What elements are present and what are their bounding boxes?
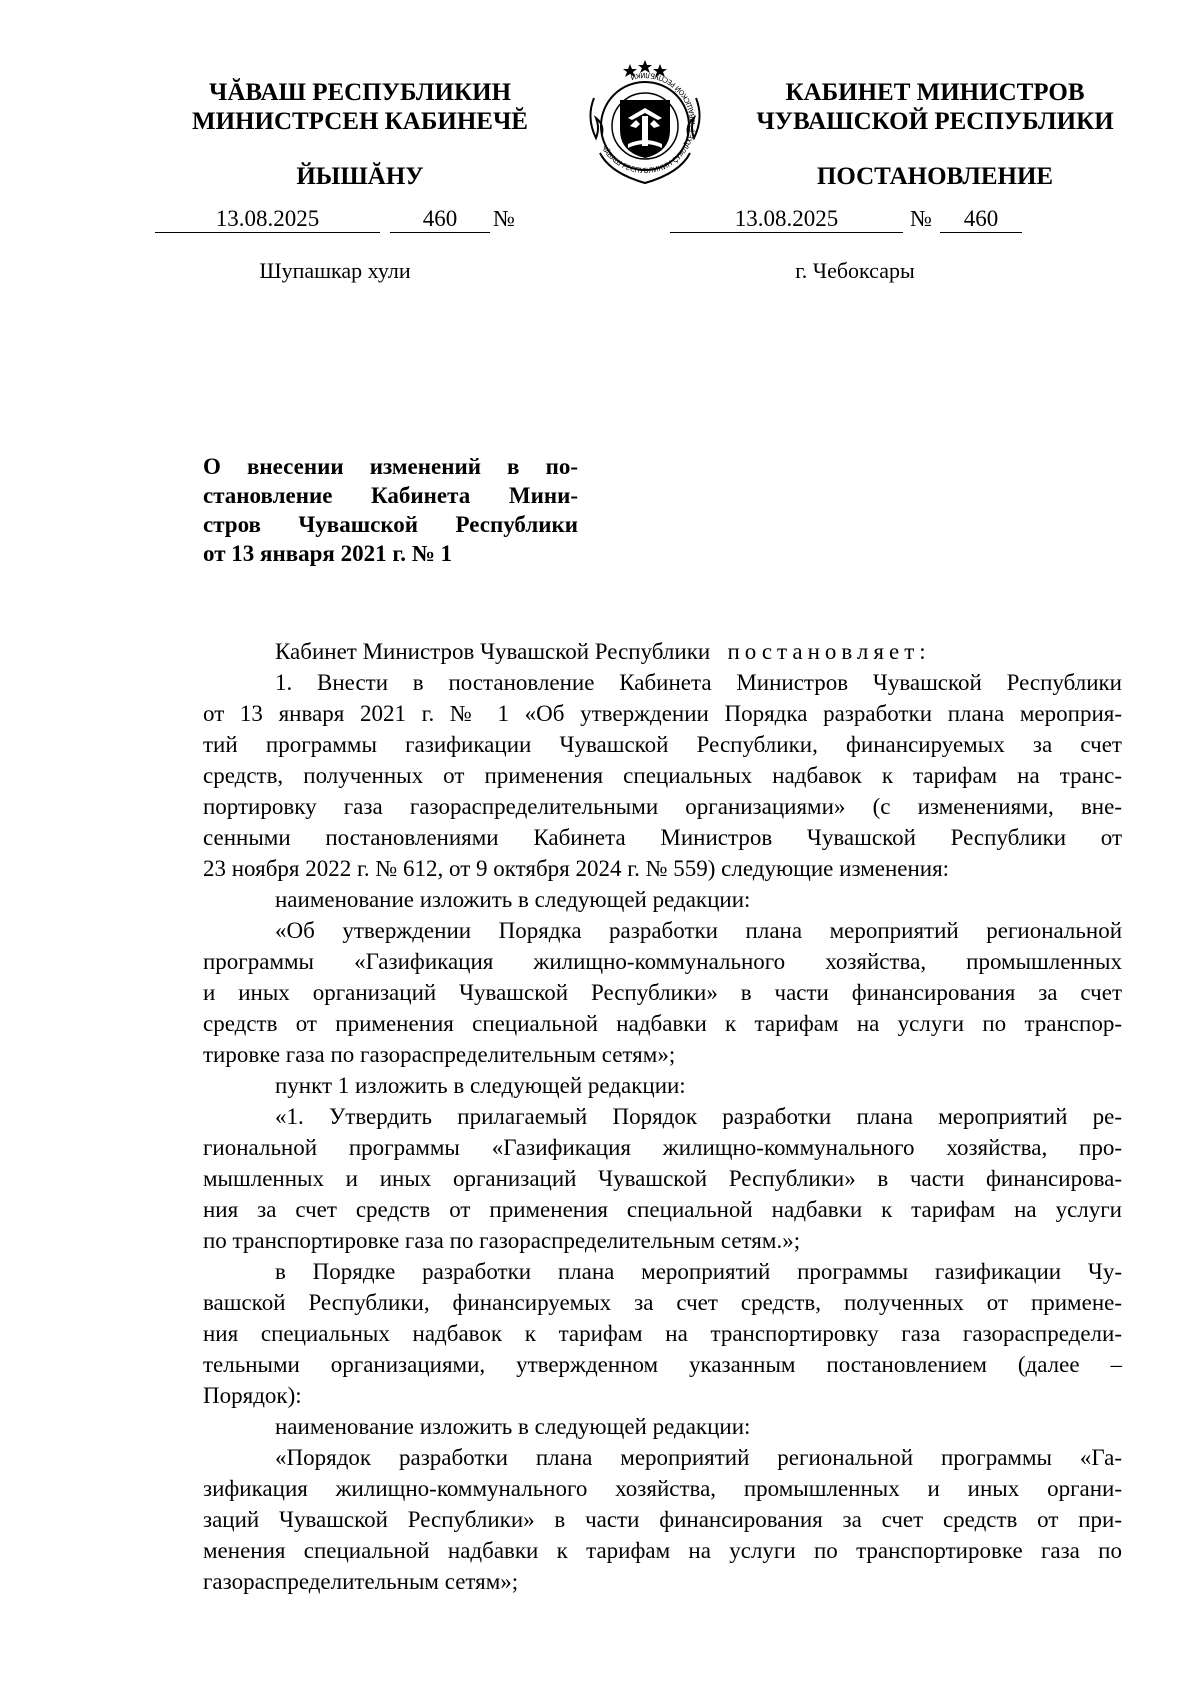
emblem-ring-text: ЧĂВАШ РЕСПУБЛИКИН ÇУМЛĂХĔ ◊ ЧУВАШСКОЙ РЕСПУБЛИКИ [599,70,698,176]
subject-line: стров Чувашской Республики [203,512,578,537]
preamble-line [203,636,1122,667]
body-line: тировке газа по газораспределительным сетям»; [203,1042,676,1067]
body-line: ния специальных надбавок к тарифам на транспортировку газа газораспредели- [203,1321,1122,1346]
right-number-field: 460 [940,206,1022,233]
body-line: портировку газа газораспределительными организациями» (с изменениями, вне- [203,794,1122,819]
body-line: 23 ноября 2022 г. № 612, от 9 октября 2024 г. № 559) следующие изменения: [203,856,950,881]
right-date-field: 13.08.2025 [670,206,903,233]
document-subject [203,452,578,568]
body-line: зификация жилищно-коммунального хозяйства, промышленных и иных органи- [203,1476,1122,1501]
header-left-line1: ЧĂВАШ РЕСПУБЛИКИН [208,79,512,106]
doc-type-right: ПОСТАНОВЛЕНИЕ [816,163,1054,190]
subject-line: становление Кабинета Мини- [203,483,578,508]
body-line: пункт 1 изложить в следующей редакции: [275,1073,686,1098]
left-number-field: 460 [390,206,490,233]
body-line: Порядок): [203,1383,302,1408]
body-line: ния за счет средств от применения специальной надбавки к тарифам на услуги [203,1197,1122,1222]
body-line: в Порядке разработки плана мероприятий программы газификации Чу- [275,1259,1122,1284]
left-date-field: 13.08.2025 [155,206,380,233]
body-line: газораспределительным сетям»; [203,1569,519,1594]
body-line: и иных организаций Чувашской Республики» в части финансирования за счет [203,980,1122,1005]
header-left-line2: МИНИСТРСЕН КАБИНЕЧĔ [192,108,528,135]
subject-line: от 13 января 2021 г. № 1 [203,541,453,566]
body-line: менения специальной надбавки к тарифам на услуги по транспортировке газа по [203,1538,1122,1563]
body-line: от 13 января 2021 г. № 1 «Об утверждении Порядка разработки плана мероприя- [203,701,1122,726]
body-line: наименование изложить в следующей редакции: [275,1414,751,1439]
city-right: г. Чебоксары [795,258,915,283]
body-line: «Об утверждении Порядка разработки плана мероприятий региональной [275,918,1122,943]
body-line: мышленных и иных организаций Чувашской Республики» в части финансирова- [203,1166,1122,1191]
body-line: тий программы газификации Чувашской Республики, финансируемых за счет [203,732,1122,757]
body-line: гиональной программы «Газификация жилищно-коммунального хозяйства, про- [203,1135,1122,1160]
left-number-sign: № [493,206,515,231]
body-line: «Порядок разработки плана мероприятий региональной программы «Га- [275,1445,1122,1470]
header-right-line2: ЧУВАШСКОЙ РЕСПУБЛИКИ [756,108,1114,135]
city-left: Шупашкар хули [259,258,411,283]
body-line: «1. Утвердить прилагаемый Порядок разработки плана мероприятий ре- [275,1104,1122,1129]
body-line: средств, полученных от применения специальных надбавок к тарифам на транс- [203,763,1122,788]
coat-of-arms-icon [580,58,710,188]
body-line: 1. Внести в постановление Кабинета Министров Чувашской Республики [275,670,1122,695]
body-line: по транспортировке газа по газораспределительным сетям.»; [203,1228,801,1253]
body-line: заций Чувашской Республики» в части финансирования за счет средств от при- [203,1507,1122,1532]
header-right [725,78,1145,136]
body-line: сенными постановлениями Кабинета Министров Чувашской Республики от [203,825,1122,850]
body-line: программы «Газификация жилищно-коммунального хозяйства, промышленных [203,949,1122,974]
preamble-verb: постановляет: [727,639,931,664]
right-number-sign: № [910,206,932,231]
body-line: тельными организациями, утвержденном указанным постановлением (далее – [203,1352,1122,1377]
subject-line: О внесении изменений в по- [203,454,578,479]
body-line: вашской Республики, финансируемых за счет средств, полученных от примене- [203,1290,1122,1315]
header-left [165,78,555,136]
body-line: наименование изложить в следующей редакции: [275,887,751,912]
header-right-line1: КАБИНЕТ МИНИСТРОВ [785,79,1085,106]
document-body [203,636,1122,1597]
body-line: средств от применения специальной надбавки к тарифам на услуги по транспор- [203,1011,1122,1036]
doc-type-left: ЙЫШĂНУ [296,163,424,190]
preamble-text: Кабинет Министров Чувашской Республики [275,639,711,664]
